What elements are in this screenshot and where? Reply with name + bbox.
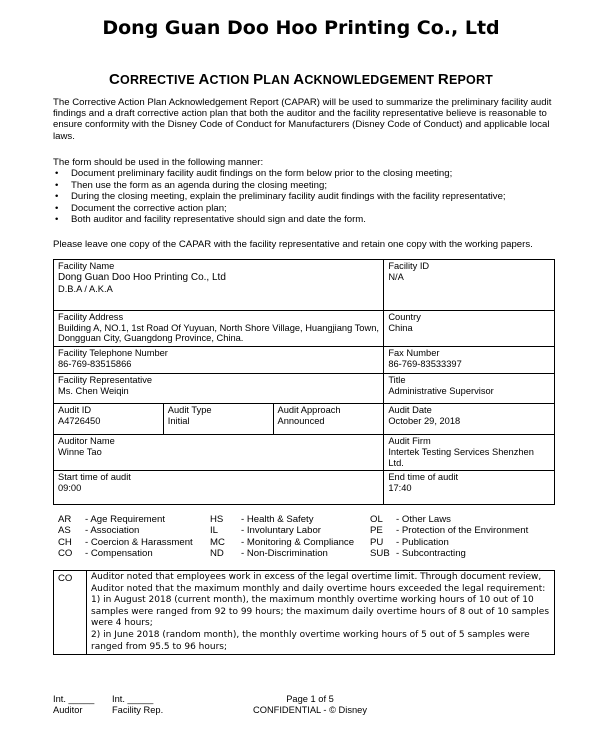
- legend-row: [58, 537, 578, 548]
- telephone-value: 86-769-83515866: [58, 358, 132, 369]
- legend-code: MC: [210, 536, 225, 548]
- legend-desc: - Health & Safety: [241, 514, 314, 525]
- legend-desc: - Protection of the Environment: [396, 525, 529, 537]
- title-initial: P: [253, 71, 264, 88]
- legend-desc: - Subcontracting: [396, 548, 466, 560]
- facility-name-value: Dong Guan Doo Hoo Printing Co., Ltd: [58, 271, 226, 283]
- legend-code: CH: [58, 536, 72, 548]
- title-initial: R: [437, 71, 449, 88]
- title-word: CKNOWLEDGEMENT: [304, 73, 435, 87]
- legend-code: ND: [210, 548, 224, 560]
- facility-id-value: N/A: [388, 271, 404, 282]
- country-label: Country: [388, 312, 421, 322]
- start-time-value: 09:00: [58, 482, 82, 493]
- finding-text-cell: [87, 571, 555, 655]
- facility-info-table: [53, 259, 555, 505]
- intro-paragraph: The Corrective Action Plan Acknowledgement Report (CAPAR) will be used to summarize the preliminary facility audit findings and a draft corrective action plan that both the auditor and the facility representative believe is reasonable to ensure conformity with the Disney Code of Conduct for Manufacturers (Disney Code of Conduct) and applicable local laws.: [53, 97, 552, 142]
- facility-name-cell: [54, 260, 384, 311]
- confidential-notice: CONFIDENTIAL - © Disney: [253, 705, 367, 716]
- rep-title-cell: [384, 374, 555, 404]
- legend-code: AR: [58, 514, 72, 525]
- code-legend: [58, 514, 578, 560]
- int-auditor-label: Auditor: [53, 705, 83, 716]
- finding-code: CO: [54, 571, 87, 655]
- facility-id-cell: [384, 260, 555, 311]
- audit-firm-cell: [384, 435, 555, 471]
- audit-date-value: October 29, 2018: [388, 415, 461, 426]
- finding-paragraph: 2) in June 2018 (random month), the monthly overtime working hours of 5 out of 5 samples were ranged from 95.5 to 96 hours;: [91, 629, 530, 652]
- usage-item: • Both auditor and facility representative should sign and date the form.: [53, 214, 573, 225]
- auditor-name-value: Winne Tao: [58, 446, 102, 457]
- audit-id-label: Audit ID: [58, 405, 92, 416]
- representative-cell: [54, 374, 384, 404]
- representative-value: Ms. Chen Weiqin: [58, 385, 129, 396]
- end-time-value: 17:40: [388, 482, 412, 493]
- country-value: China: [388, 322, 413, 333]
- end-time-label: End time of audit: [388, 472, 459, 483]
- int-rep-line: Int. _____: [112, 694, 154, 704]
- legend-desc: - Association: [85, 525, 140, 537]
- audit-id-cell: [54, 404, 164, 435]
- audit-id-value: A4726450: [58, 415, 101, 426]
- audit-firm-label: Audit Firm: [388, 436, 431, 447]
- title-initial: C: [108, 71, 121, 88]
- usage-item: • Document preliminary facility audit findings on the form below prior to the closing meeting;: [53, 168, 573, 179]
- usage-item: • Document the corrective action plan;: [53, 203, 573, 214]
- end-time-cell: [384, 471, 555, 505]
- legend-desc: - Coercion & Harassment: [85, 536, 193, 548]
- legend-code: AS: [58, 525, 71, 537]
- representative-label: Facility Representative: [58, 375, 153, 386]
- start-time-cell: [54, 471, 384, 505]
- facility-id-label: Facility ID: [388, 261, 430, 271]
- telephone-label: Facility Telephone Number: [58, 348, 168, 359]
- page-number: Page 1 of 5: [286, 694, 334, 704]
- legend-code: IL: [210, 525, 219, 537]
- legend-row: [58, 525, 578, 536]
- usage-item: • Then use the form as an agenda during the closing meeting;: [53, 180, 573, 191]
- report-title: [0, 71, 602, 88]
- usage-section: [53, 157, 573, 225]
- audit-approach-label: Audit Approach: [277, 405, 341, 416]
- legend-row: [58, 548, 578, 559]
- rep-title-value: Administrative Supervisor: [388, 385, 494, 396]
- title-initial: A: [198, 71, 210, 88]
- legend-desc: - Publication: [396, 536, 449, 548]
- finding-paragraph: Auditor noted that employees work in excess of the legal overtime limit. Through document review, Auditor noted that the maximum monthly and daily overtime hours exceeded the legal requirement:: [91, 572, 546, 594]
- legend-code: HS: [210, 514, 224, 525]
- start-time-label: Start time of audit: [58, 472, 131, 483]
- finding-table: [53, 570, 555, 655]
- footer-int-rep: [112, 694, 163, 717]
- title-word: LAN: [263, 73, 290, 87]
- title-word: ORRECTIVE: [120, 73, 195, 87]
- audit-type-cell: [163, 404, 273, 435]
- audit-approach-value: Announced: [277, 415, 325, 426]
- audit-date-label: Audit Date: [388, 405, 432, 416]
- legend-code: SUB: [370, 548, 390, 560]
- legend-code: PE: [370, 525, 383, 537]
- legend-code: CO: [58, 548, 73, 560]
- audit-type-value: Initial: [167, 415, 190, 426]
- fax-label: Fax Number: [388, 348, 440, 359]
- usage-list: [53, 168, 573, 225]
- copy-instruction: Please leave one copy of the CAPAR with the facility representative and retain one copy with the working papers.: [53, 239, 533, 250]
- facility-address-cell: [54, 311, 384, 347]
- finding-paragraph: 1) in August 2018 (current month), the maximum monthly overtime working hours of 10 out of 10 samples were ranged from 92 to 99 hours; the maximum daily overtime hours of 8 out of 10 samples were 4 hours;: [91, 595, 550, 629]
- telephone-cell: [54, 347, 384, 374]
- audit-date-cell: [384, 404, 555, 435]
- auditor-name-cell: [54, 435, 384, 471]
- country-cell: [384, 311, 555, 347]
- footer-int-auditor: [53, 694, 94, 717]
- usage-item: • During the closing meeting, explain the preliminary facility audit findings with the facility representative;: [53, 191, 573, 202]
- legend-desc: - Non-Discrimination: [241, 548, 328, 560]
- legend-desc: - Monitoring & Compliance: [241, 536, 355, 548]
- footer-center: [240, 694, 380, 717]
- int-auditor-line: Int. _____: [53, 694, 95, 704]
- audit-type-label: Audit Type: [167, 405, 212, 416]
- int-rep-label: Facility Rep.: [112, 705, 164, 716]
- facility-name-label: Facility Name: [58, 261, 115, 271]
- fax-value: 86-769-83533397: [388, 358, 462, 369]
- company-header: Dong Guan Doo Hoo Printing Co., Ltd: [102, 17, 500, 39]
- auditor-name-label: Auditor Name: [58, 436, 115, 447]
- legend-desc: - Other Laws: [396, 514, 451, 525]
- title-word: CTION: [209, 73, 250, 87]
- legend-desc: - Compensation: [85, 548, 153, 560]
- title-word: EPORT: [448, 73, 494, 87]
- legend-desc: - Involuntary Labor: [241, 525, 321, 537]
- title-initial: A: [293, 71, 305, 88]
- fax-cell: [384, 347, 555, 374]
- facility-address-value: Building A, NO.1, 1st Road Of Yuyuan, North Shore Village, Huangjiang Town, Dongguan City, Guangdong Province, China.: [58, 322, 379, 344]
- legend-desc: - Age Requirement: [85, 514, 165, 525]
- legend-row: [58, 514, 578, 525]
- audit-approach-cell: [273, 404, 384, 435]
- dba-label: D.B.A / A.K.A: [58, 283, 113, 294]
- facility-address-label: Facility Address: [58, 312, 124, 322]
- legend-code: PU: [370, 536, 384, 548]
- audit-firm-value: Intertek Testing Services Shenzhen Ltd.: [388, 446, 534, 468]
- legend-code: OL: [370, 514, 383, 525]
- rep-title-label: Title: [388, 375, 406, 386]
- usage-heading: The form should be used in the following manner:: [53, 157, 264, 168]
